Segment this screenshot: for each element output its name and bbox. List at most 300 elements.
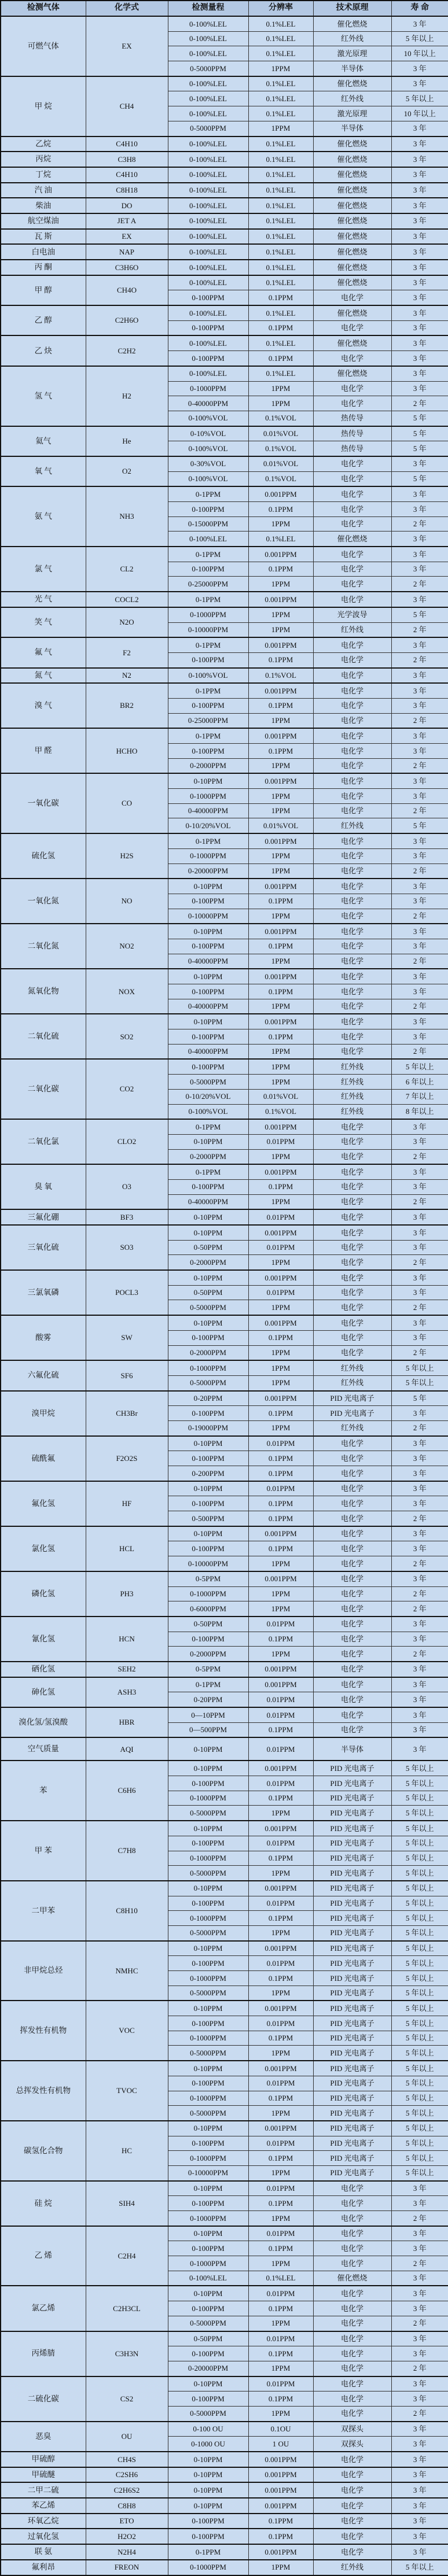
lifespan-cell: 5 年以上: [391, 1941, 448, 1956]
principle-cell: 电化学: [313, 1179, 391, 1194]
range-cell: 0-100PPM: [168, 1406, 248, 1421]
table-row: [1, 2001, 448, 2016]
gas-name-cell: 臭 氧: [1, 1164, 86, 1209]
lifespan-cell: 8 年以上: [391, 1104, 448, 1119]
lifespan-cell: 3 年: [391, 213, 448, 229]
resolution-cell: 0.01PPM: [248, 1134, 313, 1149]
formula-cell: SO2: [86, 1014, 168, 1059]
gas-name-cell: 乙烷: [1, 136, 86, 152]
lifespan-cell: 6 年以上: [391, 1075, 448, 1090]
resolution-cell: 0.001PPM: [248, 547, 313, 562]
principle-cell: 催化燃烧: [313, 16, 391, 31]
range-cell: 0-10PPM: [168, 2286, 248, 2301]
range-cell: 0-100PPM: [168, 2301, 248, 2316]
principle-cell: PID 光电离子: [313, 2091, 391, 2106]
lifespan-cell: 2 年: [391, 713, 448, 728]
lifespan-cell: 5 年: [391, 607, 448, 622]
resolution-cell: 0.1PPM: [248, 894, 313, 909]
lifespan-cell: 2 年: [391, 1601, 448, 1617]
range-cell: 0-10PPM: [168, 1761, 248, 1776]
principle-cell: PID 光电离子: [313, 1896, 391, 1911]
principle-cell: 电化学: [313, 2452, 391, 2467]
range-cell: 0-100%LEL: [168, 335, 248, 350]
resolution-cell: 0.1%LEL: [248, 366, 313, 381]
lifespan-cell: 5 年以上: [391, 2016, 448, 2031]
resolution-cell: 0.001PPM: [248, 683, 313, 698]
lifespan-cell: 3 年: [391, 1496, 448, 1511]
resolution-cell: 0.01%VOL: [248, 818, 313, 833]
table-row: [1, 167, 448, 183]
resolution-cell: 0.1PPM: [248, 1911, 313, 1926]
range-cell: 0-1000PPM: [168, 1971, 248, 1986]
lifespan-cell: 3 年: [391, 969, 448, 984]
resolution-cell: 0.01PPM: [248, 1617, 313, 1632]
principle-cell: 激光原理: [313, 106, 391, 121]
resolution-cell: 1 OU: [248, 2437, 313, 2452]
resolution-cell: 1PPM: [248, 1925, 313, 1940]
principle-cell: 电化学: [313, 1270, 391, 1285]
lifespan-cell: 5 年以上: [391, 1806, 448, 1821]
range-cell: 0-10PPM: [168, 1481, 248, 1496]
principle-cell: PID 光电离子: [313, 2136, 391, 2151]
resolution-cell: 1PPM: [248, 1556, 313, 1571]
formula-cell: CS2: [86, 2376, 168, 2422]
range-cell: 0—10PPM: [168, 1707, 248, 1722]
range-cell: 0-100%LEL: [168, 244, 248, 260]
resolution-cell: 0.01PPM: [248, 2016, 313, 2031]
gas-name-cell: 一氧化碳: [1, 773, 86, 833]
resolution-cell: 0.01PPM: [248, 1707, 313, 1722]
formula-cell: HCHO: [86, 728, 168, 773]
principle-cell: 红外线: [313, 1360, 391, 1375]
gas-name-cell: 环氧乙烷: [1, 2514, 86, 2529]
principle-cell: 催化燃烧: [313, 229, 391, 245]
table-row: [1, 1436, 448, 1451]
formula-cell: N2: [86, 668, 168, 684]
range-cell: 0-1PPM: [168, 486, 248, 501]
table-row: [1, 2061, 448, 2076]
range-cell: 0-10PPM: [168, 1134, 248, 1149]
principle-cell: 催化燃烧: [313, 260, 391, 275]
table-row: [1, 426, 448, 441]
table-row: [1, 2482, 448, 2498]
principle-cell: 电化学: [313, 984, 391, 999]
resolution-cell: 0.1PPM: [248, 939, 313, 954]
resolution-cell: 0.1PPM: [248, 2091, 313, 2106]
resolution-cell: 0.001PPM: [248, 486, 313, 501]
lifespan-cell: 2 年: [391, 1647, 448, 1662]
principle-cell: 红外线: [313, 622, 391, 637]
table-row: [1, 833, 448, 848]
lifespan-cell: 5 年以上: [391, 1956, 448, 1971]
header-row: [1, 1, 448, 16]
lifespan-cell: 3 年: [391, 879, 448, 894]
range-cell: 0-1PPM: [168, 1677, 248, 1692]
header-cell: 寿 命: [391, 1, 448, 16]
lifespan-cell: 3 年: [391, 152, 448, 167]
range-cell: 0-5000PPM: [168, 2106, 248, 2121]
principle-cell: 电化学: [313, 1119, 391, 1134]
lifespan-cell: 3 年: [391, 229, 448, 245]
lifespan-cell: 3 年: [391, 275, 448, 290]
range-cell: 0-2000PPM: [168, 1149, 248, 1164]
principle-cell: PID 光电离子: [313, 2076, 391, 2091]
table-row: [1, 2452, 448, 2467]
resolution-cell: 1PPM: [248, 1985, 313, 2001]
principle-cell: 电化学: [313, 2256, 391, 2271]
gas-name-cell: 硫酰氟: [1, 1436, 86, 1481]
resolution-cell: 0.01%VOL: [248, 426, 313, 441]
range-cell: 0-100PPM: [168, 1496, 248, 1511]
lifespan-cell: 3 年: [391, 2181, 448, 2196]
formula-cell: C8H10: [86, 1881, 168, 1941]
gas-name-cell: 笑 气: [1, 607, 86, 637]
resolution-cell: 1PPM: [248, 1360, 313, 1375]
formula-cell: HF: [86, 1481, 168, 1526]
table-row: [1, 2226, 448, 2241]
gas-name-cell: 三氯氧磷: [1, 1270, 86, 1315]
resolution-cell: 0.1PPM: [248, 2196, 313, 2211]
resolution-cell: 0.1PPM: [248, 2392, 313, 2407]
gas-name-cell: 一氧化氮: [1, 879, 86, 924]
resolution-cell: 0.001PPM: [248, 2498, 313, 2514]
table-header: [1, 1, 448, 16]
gas-name-cell: 非甲烷总烃: [1, 1941, 86, 2001]
lifespan-cell: 3 年: [391, 2392, 448, 2407]
formula-cell: SW: [86, 1315, 168, 1360]
principle-cell: 催化燃烧: [313, 167, 391, 183]
lifespan-cell: 3 年: [391, 335, 448, 350]
lifespan-cell: 2 年: [391, 516, 448, 532]
resolution-cell: 0.1PPM: [248, 562, 313, 577]
range-cell: 0-100PPM: [168, 351, 248, 366]
lifespan-cell: 3 年: [391, 1270, 448, 1285]
lifespan-cell: 5 年以上: [391, 2121, 448, 2136]
lifespan-cell: 7 年以上: [391, 1089, 448, 1104]
lifespan-cell: 3 年: [391, 456, 448, 471]
resolution-cell: 0.001PPM: [248, 1941, 313, 1956]
principle-cell: 催化燃烧: [313, 305, 391, 320]
principle-cell: 电化学: [313, 1632, 391, 1647]
resolution-cell: 0.01PPM: [248, 1285, 313, 1300]
lifespan-cell: 3 年: [391, 1692, 448, 1707]
lifespan-cell: 3 年: [391, 2422, 448, 2437]
resolution-cell: 0.1PPM: [248, 1541, 313, 1556]
resolution-cell: 0.1%LEL: [248, 183, 313, 198]
range-cell: 0-100PPM: [168, 2514, 248, 2529]
resolution-cell: 1PPM: [248, 2406, 313, 2421]
lifespan-cell: 5 年以上: [391, 31, 448, 46]
resolution-cell: 0.1PPM: [248, 351, 313, 366]
range-cell: 0-1PPM: [168, 833, 248, 848]
gas-name-cell: 六氟化硫: [1, 1360, 86, 1390]
principle-cell: PID 光电离子: [313, 2016, 391, 2031]
range-cell: 0-10PPM: [168, 2226, 248, 2241]
resolution-cell: 0.001PPM: [248, 773, 313, 788]
range-cell: 0-100%LEL: [168, 275, 248, 290]
principle-cell: 电化学: [313, 1029, 391, 1045]
range-cell: 0-40000PPM: [168, 396, 248, 411]
lifespan-cell: 3 年: [391, 1240, 448, 1255]
formula-cell: NMHC: [86, 1941, 168, 2001]
lifespan-cell: 2 年: [391, 954, 448, 969]
range-cell: 0-15000PPM: [168, 516, 248, 532]
resolution-cell: 0.1PPM: [248, 320, 313, 335]
principle-cell: 电化学: [313, 1240, 391, 1255]
principle-cell: 电化学: [313, 320, 391, 335]
principle-cell: PID 光电离子: [313, 1881, 391, 1896]
table-row: [1, 683, 448, 698]
table-row: [1, 2560, 448, 2575]
principle-cell: PID 光电离子: [313, 1925, 391, 1940]
principle-cell: 电化学: [313, 848, 391, 863]
range-cell: 0-10/20%VOL: [168, 818, 248, 833]
range-cell: 0-100PPM: [168, 1632, 248, 1647]
principle-cell: 电化学: [313, 969, 391, 984]
range-cell: 0-1PPM: [168, 2544, 248, 2560]
formula-cell: NO: [86, 879, 168, 924]
formula-cell: C2SH6: [86, 2467, 168, 2483]
resolution-cell: 0.1PPM: [248, 2301, 313, 2316]
resolution-cell: 1PPM: [248, 577, 313, 592]
resolution-cell: 0.1PPM: [248, 1451, 313, 1466]
formula-cell: AQI: [86, 1737, 168, 1761]
resolution-cell: 0.1PPM: [248, 1029, 313, 1045]
principle-cell: PID 光电离子: [313, 1806, 391, 1821]
gas-name-cell: 甲 烷: [1, 76, 86, 136]
principle-cell: 电化学: [313, 2482, 391, 2498]
resolution-cell: 0.1PPM: [248, 1851, 313, 1866]
resolution-cell: 1PPM: [248, 2211, 313, 2226]
range-cell: 0-100PPM: [168, 1059, 248, 1074]
range-cell: 0-50PPM: [168, 2331, 248, 2346]
lifespan-cell: 3 年: [391, 2482, 448, 2498]
resolution-cell: 0.01PPM: [248, 1209, 313, 1225]
range-cell: 0-100%LEL: [168, 46, 248, 61]
range-cell: 0-5000PPM: [168, 1985, 248, 2001]
resolution-cell: 0.01PPM: [248, 1240, 313, 1255]
range-cell: 0-50PPM: [168, 1617, 248, 1632]
lifespan-cell: 3 年: [391, 2437, 448, 2452]
principle-cell: 电化学: [313, 2406, 391, 2421]
range-cell: 0-100PPM: [168, 984, 248, 999]
gas-name-cell: 二甲苯: [1, 1881, 86, 1941]
range-cell: 0-30%VOL: [168, 456, 248, 471]
lifespan-cell: 3 年: [391, 924, 448, 939]
range-cell: 0-5000PPM: [168, 1375, 248, 1390]
range-cell: 0-10PPM: [168, 2452, 248, 2467]
table-row: [1, 244, 448, 260]
resolution-cell: 1PPM: [248, 381, 313, 396]
lifespan-cell: 3 年: [391, 1707, 448, 1722]
principle-cell: 光学波导: [313, 607, 391, 622]
table-row: [1, 969, 448, 984]
principle-cell: PID 光电离子: [313, 2001, 391, 2016]
principle-cell: 电化学: [313, 2331, 391, 2346]
resolution-cell: 0.1PPM: [248, 2241, 313, 2256]
resolution-cell: 1PPM: [248, 121, 313, 136]
resolution-cell: 0.1%LEL: [248, 16, 313, 31]
formula-cell: CO: [86, 773, 168, 833]
table-row: [1, 2467, 448, 2483]
principle-cell: 催化燃烧: [313, 2271, 391, 2286]
header-cell: 检测气体: [1, 1, 86, 16]
table-row: [1, 1662, 448, 1677]
lifespan-cell: 2 年: [391, 1586, 448, 1601]
resolution-cell: 0.1%LEL: [248, 152, 313, 167]
principle-cell: PID 光电离子: [313, 2151, 391, 2166]
resolution-cell: 0.1%LEL: [248, 260, 313, 275]
range-cell: 0-100%LEL: [168, 91, 248, 106]
gas-name-cell: 挥发性有机物: [1, 2001, 86, 2061]
resolution-cell: 0.1%VOL: [248, 668, 313, 684]
principle-cell: 电化学: [313, 1225, 391, 1240]
resolution-cell: 0.1PPM: [248, 2514, 313, 2529]
resolution-cell: 1PPM: [248, 1300, 313, 1315]
range-cell: 0-10PPM: [168, 2482, 248, 2498]
range-cell: 0-100PPM: [168, 2241, 248, 2256]
lifespan-cell: 2 年: [391, 652, 448, 667]
gas-name-cell: 溴甲烷: [1, 1391, 86, 1436]
resolution-cell: 0.001PPM: [248, 2121, 313, 2136]
principle-cell: 电化学: [313, 1451, 391, 1466]
formula-cell: BR2: [86, 683, 168, 728]
formula-cell: C4H10: [86, 136, 168, 152]
range-cell: 0-5000PPM: [168, 2406, 248, 2421]
lifespan-cell: 3 年: [391, 290, 448, 305]
formula-cell: CO2: [86, 1059, 168, 1119]
range-cell: 0-100PPM: [168, 502, 248, 517]
lifespan-cell: 3 年: [391, 2226, 448, 2241]
lifespan-cell: 3 年: [391, 486, 448, 501]
principle-cell: 催化燃烧: [313, 136, 391, 152]
formula-cell: F2O2S: [86, 1436, 168, 1481]
lifespan-cell: 3 年: [391, 1330, 448, 1345]
resolution-cell: 0.1%LEL: [248, 198, 313, 213]
lifespan-cell: 3 年: [391, 939, 448, 954]
principle-cell: 电化学: [313, 1014, 391, 1029]
formula-cell: SF6: [86, 1360, 168, 1390]
principle-cell: 电化学: [313, 2346, 391, 2361]
lifespan-cell: 2 年: [391, 2211, 448, 2226]
lifespan-cell: 5 年以上: [391, 2061, 448, 2076]
range-cell: 0-100PPM: [168, 1451, 248, 1466]
lifespan-cell: 5 年以上: [391, 2560, 448, 2575]
resolution-cell: 0.001PPM: [248, 1761, 313, 1776]
lifespan-cell: 3 年: [391, 2544, 448, 2560]
range-cell: 0-19000PPM: [168, 1420, 248, 1435]
table-row: [1, 1209, 448, 1225]
resolution-cell: 1PPM: [248, 2165, 313, 2180]
resolution-cell: 0.1%LEL: [248, 532, 313, 547]
principle-cell: 电化学: [313, 863, 391, 879]
range-cell: 0-10PPM: [168, 2121, 248, 2136]
range-cell: 0-100%LEL: [168, 16, 248, 31]
gas-name-cell: 光 气: [1, 592, 86, 607]
lifespan-cell: 3 年: [391, 1541, 448, 1556]
principle-cell: PID 光电离子: [313, 2031, 391, 2046]
resolution-cell: 0.1%LEL: [248, 76, 313, 91]
lifespan-cell: 2 年: [391, 396, 448, 411]
resolution-cell: 0.001PPM: [248, 2452, 313, 2467]
range-cell: 0-100%LEL: [168, 136, 248, 152]
lifespan-cell: 5 年以上: [391, 2091, 448, 2106]
formula-cell: ETO: [86, 2514, 168, 2529]
principle-cell: 催化燃烧: [313, 335, 391, 350]
principle-cell: 半导体: [313, 61, 391, 76]
gas-name-cell: 氟化氢: [1, 1481, 86, 1526]
resolution-cell: 0.001PPM: [248, 1119, 313, 1134]
principle-cell: PID 光电离子: [313, 2106, 391, 2121]
lifespan-cell: 3 年: [391, 2467, 448, 2483]
lifespan-cell: 3 年: [391, 2241, 448, 2256]
range-cell: 0-1000PPM: [168, 2151, 248, 2166]
principle-cell: 电化学: [313, 999, 391, 1014]
lifespan-cell: 3 年: [391, 2271, 448, 2286]
formula-cell: F2: [86, 637, 168, 667]
range-cell: 0-100PPM: [168, 2346, 248, 2361]
formula-cell: NO2: [86, 924, 168, 969]
resolution-cell: 1PPM: [248, 61, 313, 76]
lifespan-cell: 5 年以上: [391, 1375, 448, 1390]
resolution-cell: 0.1%LEL: [248, 2271, 313, 2286]
resolution-cell: 0.001PPM: [248, 1014, 313, 1029]
range-cell: 0-10PPM: [168, 2467, 248, 2483]
resolution-cell: 0.1%LEL: [248, 46, 313, 61]
range-cell: 0-100PPM: [168, 320, 248, 335]
gas-name-cell: 三氧化硫: [1, 1225, 86, 1270]
range-cell: 0-10/20%VOL: [168, 1089, 248, 1104]
resolution-cell: 0.001PPM: [248, 2467, 313, 2483]
resolution-cell: 1PPM: [248, 607, 313, 622]
resolution-cell: 0.01%VOL: [248, 456, 313, 471]
lifespan-cell: 2 年: [391, 2361, 448, 2376]
principle-cell: 催化燃烧: [313, 198, 391, 213]
formula-cell: N2H4: [86, 2544, 168, 2560]
resolution-cell: 0.001PPM: [248, 879, 313, 894]
lifespan-cell: 5 年以上: [391, 2031, 448, 2046]
range-cell: 0-100PPM: [168, 744, 248, 759]
resolution-cell: 0.1%LEL: [248, 305, 313, 320]
lifespan-cell: 3 年: [391, 1617, 448, 1632]
range-cell: 0-100%VOL: [168, 411, 248, 426]
lifespan-cell: 3 年: [391, 848, 448, 863]
resolution-cell: 0.1PPM: [248, 1466, 313, 1481]
resolution-cell: 0.001PPM: [248, 1225, 313, 1240]
lifespan-cell: 2 年: [391, 1255, 448, 1270]
resolution-cell: 0.1PPM: [248, 984, 313, 999]
formula-cell: VOC: [86, 2001, 168, 2061]
resolution-cell: 0.1PPM: [248, 1791, 313, 1806]
lifespan-cell: 3 年: [391, 789, 448, 804]
resolution-cell: 0.1PPM: [248, 1179, 313, 1194]
gas-name-cell: 溴 气: [1, 683, 86, 728]
lifespan-cell: 3 年: [391, 637, 448, 652]
formula-cell: HCL: [86, 1526, 168, 1571]
header-cell: 化学式: [86, 1, 168, 16]
principle-cell: 热传导: [313, 426, 391, 441]
range-cell: 0-20000PPM: [168, 2361, 248, 2376]
principle-cell: 电化学: [313, 502, 391, 517]
resolution-cell: 0.01PPM: [248, 2331, 313, 2346]
gas-name-cell: 砷化氢: [1, 1677, 86, 1707]
range-cell: 0-100PPM: [168, 290, 248, 305]
range-cell: 0-100%VOL: [168, 668, 248, 684]
principle-cell: 电化学: [313, 562, 391, 577]
lifespan-cell: 3 年: [391, 1179, 448, 1194]
principle-cell: 电化学: [313, 1285, 391, 1300]
table-row: [1, 2331, 448, 2346]
